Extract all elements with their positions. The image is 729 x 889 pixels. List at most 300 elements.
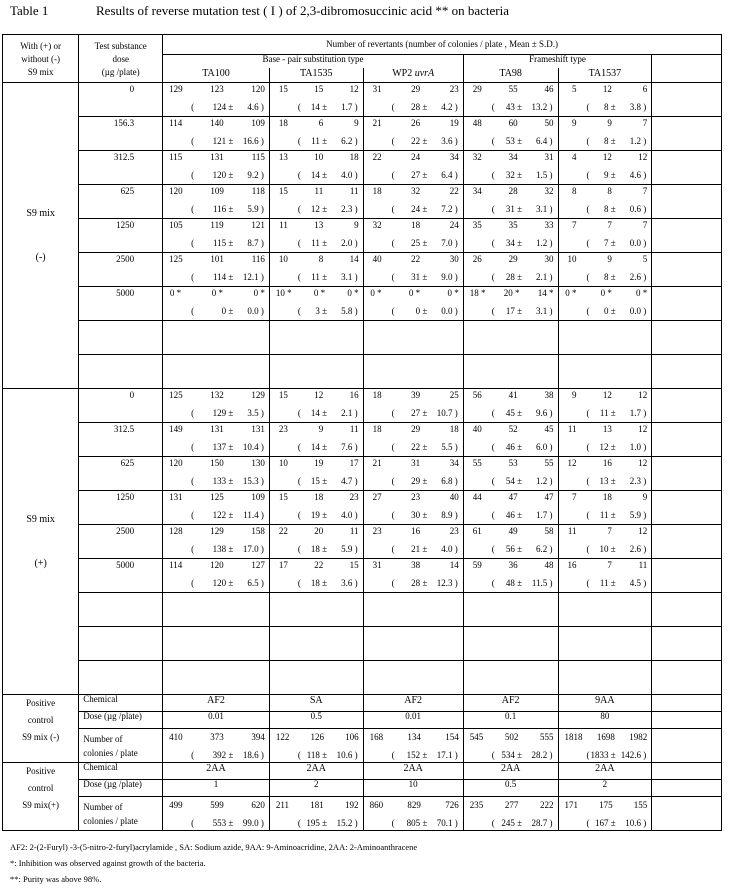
plate-count: 24 <box>449 220 459 230</box>
strain-cell <box>363 525 463 559</box>
mean-value: 137 ± <box>212 442 234 452</box>
blank-cell <box>163 661 270 695</box>
plate-counts <box>270 83 363 98</box>
plate-count: 10 <box>314 152 324 162</box>
footnote-abbrev: AF2: 2-(2-Furyl) -3-(5-nitro-2-furyl)acrylamide , SA: Sodium azide, 9AA: 9-Aminoacridine, 2AA: 2-Aminoanthracene <box>10 842 418 852</box>
mean-value: 553 ± <box>212 818 234 828</box>
mean-sd-values <box>506 511 553 524</box>
mean-sd-values <box>411 443 458 456</box>
mean-sd <box>559 200 652 218</box>
blank-cell <box>363 355 463 389</box>
sd-value: 6.2 ) <box>341 136 358 146</box>
plate-counts <box>364 525 463 540</box>
mean-sd <box>364 506 463 524</box>
plate-counts <box>559 491 652 506</box>
cell-content <box>464 253 558 286</box>
plate-count: 125 <box>169 254 183 264</box>
mean-sd <box>364 814 463 831</box>
dose-cell <box>79 185 163 219</box>
mean-value: 11 ± <box>311 272 328 282</box>
plate-count: 53 <box>508 458 518 468</box>
plate-counts <box>464 729 558 746</box>
plate-count: 59 <box>472 560 482 570</box>
plate-count: 16 <box>411 526 421 536</box>
mean-value: 9 ± <box>604 170 616 180</box>
plate-count: 10 <box>278 458 288 468</box>
plate-counts <box>163 117 269 132</box>
plate-count: 15 <box>349 560 359 570</box>
plate-count: 15 <box>278 390 288 400</box>
plate-count: 155 <box>633 800 648 810</box>
plate-counts <box>364 389 463 404</box>
cell-content <box>163 389 269 422</box>
mean-sd <box>559 746 652 763</box>
plate-counts <box>464 525 558 540</box>
plate-counts <box>464 219 558 234</box>
blank-cell <box>652 321 722 355</box>
plate-count: 9 <box>642 492 648 502</box>
sd-value: 4.0 ) <box>341 510 358 520</box>
plate-counts <box>364 423 463 438</box>
plate-count: 0 * <box>313 288 326 298</box>
cell-content <box>464 559 558 592</box>
plate-count: 35 <box>508 220 518 230</box>
plate-count: 4 <box>572 152 577 162</box>
pc-dose-value: 2 <box>558 780 652 797</box>
strain-cell <box>363 151 463 185</box>
plate-count: 52 <box>508 424 518 434</box>
mean-sd-values <box>411 273 458 286</box>
mean-value: 18 ± <box>310 544 328 554</box>
number-label-l2: colonies / plate <box>83 815 138 826</box>
sd-value: 5.9 ) <box>247 204 264 214</box>
sd-value: 7.0 ) <box>441 238 458 248</box>
blank-cell <box>558 321 652 355</box>
table-title <box>10 3 509 19</box>
mean-sd <box>364 574 463 592</box>
plate-count: 192 <box>345 800 359 810</box>
blank-cell <box>269 355 363 389</box>
mean-sd-values <box>600 545 647 558</box>
paren: ( <box>297 750 301 760</box>
plate-count: 18 <box>278 118 288 128</box>
plate-count: 14 <box>449 560 459 570</box>
sd-value: 11.4 ) <box>243 510 264 520</box>
pc-label-line: control <box>27 715 54 725</box>
cell-content <box>559 185 652 218</box>
strain-cell <box>463 525 558 559</box>
header-dose-l1: Test substance <box>94 41 147 51</box>
chemical-name: AF2 <box>163 695 270 712</box>
plate-counts <box>163 457 269 472</box>
plate-count: 502 <box>504 732 519 742</box>
blank-cell <box>163 321 270 355</box>
plate-count: 8 <box>318 254 324 264</box>
plate-counts <box>464 797 558 814</box>
blank-cell <box>163 627 270 661</box>
pc-number-row <box>3 797 722 831</box>
strain-cell <box>269 219 363 253</box>
plate-count: 125 <box>169 390 183 400</box>
pc-label-line: S9 mix(+) <box>22 800 60 810</box>
mean-sd <box>364 540 463 558</box>
mean-sd <box>270 234 363 252</box>
mean-value: 29 ± <box>411 476 428 486</box>
plate-count: 129 <box>251 390 265 400</box>
plate-count: 131 <box>251 424 265 434</box>
sd-value: 5.9 ) <box>341 544 358 554</box>
mean-value: 14 ± <box>310 442 328 452</box>
table-row <box>3 457 722 491</box>
paren: ( <box>391 136 395 146</box>
strain-cell <box>363 457 463 491</box>
sd-value: 12.1 ) <box>242 272 264 282</box>
cell-content <box>163 117 269 150</box>
plate-counts <box>559 423 652 438</box>
paren: ( <box>297 136 301 146</box>
pc-chemical-row <box>3 763 722 780</box>
strain-cell <box>163 185 270 219</box>
mean-sd-values <box>311 409 358 422</box>
plate-counts <box>270 117 363 132</box>
mean-sd-values <box>311 239 357 252</box>
plate-count: 23 <box>372 526 382 536</box>
cell-content <box>364 389 463 422</box>
strain-cell <box>163 287 270 321</box>
mean-sd-values <box>311 545 358 558</box>
plate-count: 0 * <box>211 288 223 298</box>
pc-label-line: control <box>27 783 54 793</box>
mean-sd <box>163 132 269 150</box>
paren: ( <box>491 476 495 486</box>
sd-value: 17.1 ) <box>436 750 458 760</box>
blank-cell <box>652 661 722 695</box>
s9-label-l1: S9 mix <box>26 513 55 525</box>
paren: ( <box>491 102 495 112</box>
plate-count: 15 <box>278 186 288 196</box>
plate-count: 12 <box>638 424 648 434</box>
plate-count: 48 <box>472 118 482 128</box>
cell-content <box>163 457 269 490</box>
mean-value: 534 ± <box>501 750 523 760</box>
table-row <box>3 253 722 287</box>
paren: ( <box>391 750 395 760</box>
sd-value: 3.5 ) <box>247 408 264 418</box>
plate-count: 123 <box>210 84 224 94</box>
mean-sd-values <box>604 171 646 184</box>
plate-count: 58 <box>544 526 554 536</box>
paren: ( <box>586 750 590 760</box>
strain-cell <box>269 389 363 423</box>
plate-count: 9 <box>572 118 577 128</box>
plate-count: 55 <box>508 84 518 94</box>
plate-count: 38 <box>544 390 554 400</box>
mean-sd <box>270 404 363 422</box>
plate-count: 33 <box>544 220 554 230</box>
mean-value: 30 ± <box>411 510 428 520</box>
plate-count: 0 * <box>253 288 265 298</box>
paren: ( <box>586 510 590 520</box>
paren: ( <box>491 818 495 828</box>
mean-sd <box>559 234 652 252</box>
plate-count: 29 <box>411 84 421 94</box>
strain-cell <box>163 219 270 253</box>
strain-cell <box>463 729 558 763</box>
cell-content <box>163 525 269 558</box>
cell-content <box>364 559 463 592</box>
sd-value: 6.2 ) <box>536 544 553 554</box>
plate-count: 60 <box>508 118 518 128</box>
mean-value: 22 ± <box>411 136 428 146</box>
mean-sd-values <box>506 137 553 150</box>
plate-count: 22 <box>278 526 288 536</box>
plate-counts <box>559 389 652 404</box>
sd-value: 4.7 ) <box>341 476 358 486</box>
mean-value: 45 ± <box>505 408 523 418</box>
mean-sd <box>163 574 269 592</box>
plate-counts <box>163 185 269 200</box>
plate-count: 21 <box>372 118 382 128</box>
blank-cell <box>652 729 722 763</box>
mean-sd <box>464 166 558 184</box>
pc-dose-value: 80 <box>558 712 652 729</box>
plate-count: 17 <box>278 560 288 570</box>
header-dose-l2: dose <box>112 54 129 64</box>
plate-counts <box>559 185 652 200</box>
mean-sd-values <box>506 239 553 252</box>
paren: ( <box>297 476 301 486</box>
cell-content <box>270 491 363 524</box>
sd-value: 11.5 ) <box>531 578 553 588</box>
sd-value: 0.0 ) <box>629 306 647 316</box>
mean-sd-values <box>311 273 357 286</box>
blank-cell <box>652 253 722 287</box>
paren: ( <box>391 578 395 588</box>
dose-cell <box>79 491 163 525</box>
plate-count: 11 <box>279 220 288 230</box>
plate-count: 101 <box>210 254 224 264</box>
dose-cell <box>79 457 163 491</box>
table-row <box>3 559 722 593</box>
strain-cell <box>558 457 652 491</box>
paren: ( <box>491 170 495 180</box>
mean-value: 129 ± <box>212 408 234 418</box>
sd-value: 3.6 ) <box>441 136 458 146</box>
mean-sd <box>364 438 463 456</box>
footnotes <box>10 839 417 887</box>
sd-value: 5.8 ) <box>341 306 358 316</box>
plate-count: 34 <box>508 152 518 162</box>
strain-cell <box>558 423 652 457</box>
plate-counts <box>270 729 363 746</box>
plate-count: 7 <box>642 186 648 196</box>
sd-value: 4.0 ) <box>441 544 458 554</box>
plate-counts <box>163 491 269 506</box>
strain-cell <box>363 797 463 831</box>
plate-count: 11 <box>349 424 359 434</box>
mean-sd-values <box>501 751 552 763</box>
header-dose-l3: (µg /plate) <box>101 67 140 77</box>
mean-value: 17 ± <box>505 306 523 316</box>
strain-cell <box>163 797 270 831</box>
plate-count: 36 <box>508 560 518 570</box>
plate-count: 41 <box>508 390 518 400</box>
plate-count: 16 <box>567 560 577 570</box>
plate-count: 394 <box>251 732 265 742</box>
plate-counts <box>163 729 269 746</box>
blank-cell <box>652 287 722 321</box>
paren: ( <box>391 442 395 452</box>
sd-value: 142.6 ) <box>620 750 647 760</box>
mean-sd <box>270 472 363 490</box>
number-label-l1: Number of <box>83 733 123 744</box>
mean-sd <box>270 166 363 184</box>
plate-count: 19 <box>314 458 324 468</box>
cell-content <box>163 83 269 116</box>
mean-value: 167 ± <box>595 818 616 828</box>
mean-value: 10 ± <box>599 544 616 554</box>
plate-counts <box>364 253 463 268</box>
cell-content <box>364 491 463 524</box>
strain-cell <box>363 491 463 525</box>
strain-cell <box>463 185 558 219</box>
sd-value: 2.1 ) <box>536 272 553 282</box>
blank-cell <box>363 661 463 695</box>
plate-count: 168 <box>369 732 384 742</box>
cell-content <box>464 83 558 116</box>
mean-sd <box>364 472 463 490</box>
plate-count: 44 <box>472 492 482 502</box>
sd-value: 9.6 ) <box>536 408 553 418</box>
plate-count: 1818 <box>564 732 583 742</box>
table-row <box>3 287 722 321</box>
strain-cell <box>363 253 463 287</box>
blank-cell <box>363 593 463 627</box>
dose-cell <box>79 389 163 423</box>
plate-count: 31 <box>544 152 554 162</box>
mean-value: 138 ± <box>212 544 234 554</box>
mean-sd-values <box>411 545 458 558</box>
plate-count: 235 <box>469 800 484 810</box>
plate-count: 47 <box>544 492 554 502</box>
sd-value: 4.6 ) <box>629 170 647 180</box>
dose-value: 1250 <box>116 220 135 230</box>
mean-sd-values <box>411 579 458 592</box>
plate-count: 34 <box>449 458 459 468</box>
plate-count: 48 <box>544 560 554 570</box>
plate-count: 13 <box>314 220 324 230</box>
mean-sd <box>464 98 558 116</box>
plate-count: 12 <box>602 152 612 162</box>
paren: ( <box>586 204 590 214</box>
paren: ( <box>586 136 590 146</box>
plate-count: 50 <box>544 118 554 128</box>
sd-value: 15.2 ) <box>336 818 358 828</box>
plate-count: 47 <box>508 492 518 502</box>
cell-content <box>364 253 463 286</box>
cell-content <box>559 151 652 184</box>
paren: ( <box>191 272 195 282</box>
mean-value: 53 ± <box>505 136 523 146</box>
mean-value: 122 ± <box>212 510 234 520</box>
s9-label-l2: (-) <box>35 251 46 263</box>
strain-cell <box>269 797 363 831</box>
mean-sd <box>163 540 269 558</box>
plate-counts <box>364 729 463 746</box>
sd-value: 2.6 ) <box>629 272 647 282</box>
strain-cell <box>463 559 558 593</box>
paren: ( <box>391 102 395 112</box>
blank-cell <box>463 321 558 355</box>
chemical-name: 2AA <box>558 763 652 780</box>
plate-count: 56 <box>472 390 482 400</box>
number-label <box>79 729 163 763</box>
dose-cell <box>79 219 163 253</box>
paren: ( <box>297 204 301 214</box>
mean-sd <box>163 98 269 116</box>
pc-dose-value: 0.5 <box>269 712 363 729</box>
mean-sd-values <box>213 137 264 150</box>
plate-count: 13 <box>602 424 612 434</box>
plate-count: 40 <box>472 424 482 434</box>
header-base-pair: Base - pair substitution type <box>163 55 464 68</box>
plate-count: 127 <box>251 560 265 570</box>
plate-counts <box>559 287 652 302</box>
mean-value: 54 ± <box>505 476 523 486</box>
sd-value: 18.6 ) <box>242 750 264 760</box>
cell-content <box>163 559 269 592</box>
plate-count: 55 <box>472 458 482 468</box>
mean-sd <box>559 438 652 456</box>
plate-counts <box>559 253 652 268</box>
strain-cell <box>463 491 558 525</box>
sd-value: 5.9 ) <box>629 510 647 520</box>
cell-content <box>464 185 558 218</box>
plate-count: 114 <box>169 560 183 570</box>
blank-cell <box>558 661 652 695</box>
plate-count: 23 <box>411 492 421 502</box>
plate-count: 18 <box>449 424 459 434</box>
mean-sd <box>464 132 558 150</box>
plate-count: 40 <box>449 492 459 502</box>
plate-count: 109 <box>210 186 224 196</box>
plate-counts <box>163 253 269 268</box>
strain-cell <box>558 287 652 321</box>
strain-cell <box>163 491 270 525</box>
plate-count: 114 <box>169 118 183 128</box>
paren: ( <box>391 476 395 486</box>
mean-sd-values <box>315 307 357 320</box>
mean-sd-values <box>506 205 553 218</box>
table-row <box>3 185 722 219</box>
plate-count: 149 <box>169 424 183 434</box>
strain-cell <box>269 729 363 763</box>
mean-value: 0 ± <box>604 306 616 316</box>
mean-value: 11 ± <box>311 136 328 146</box>
sd-value: 4.5 ) <box>629 578 647 588</box>
blank-cell <box>363 321 463 355</box>
plate-count: 26 <box>411 118 421 128</box>
mean-sd <box>270 506 363 524</box>
sd-value: 4.2 ) <box>441 102 458 112</box>
plate-count: 40 <box>372 254 382 264</box>
paren: ( <box>491 578 495 588</box>
mean-sd-values <box>411 205 458 218</box>
plate-count: 140 <box>210 118 224 128</box>
mean-sd-values <box>311 137 357 150</box>
paren: ( <box>297 442 301 452</box>
strain-cell <box>269 83 363 117</box>
